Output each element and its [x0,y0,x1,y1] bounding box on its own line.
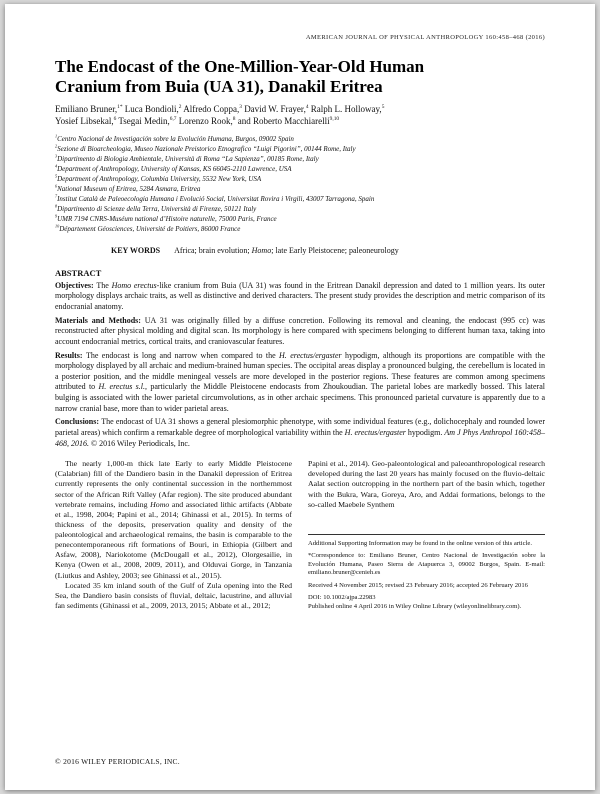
body-paragraph: Papini et al., 2014). Geo-paleontological and paleoanthropological research developed during the last 20 years has mainly focused on the fluvio-deltaic Aalat section outcropping in the northern part of the basin which, together with the Bukra, Wara, Goreya, Aro, and Addai formations, belongs to the so-called Maebele Synthem [308,459,545,509]
body-paragraph: The nearly 1,000-m thick late Early to early Middle Pleistocene (Calabrian) fill of the Dandiero basin in the Danakil depression of Eritrea currently represents the only continental succession in the northernmost sector of the African Rift Valley (Afar region). The site produced abundant vertebrate remains, including Homo and associated lithic artifacts (Abbate et al., 1998, 2004; Papini et al., 2014; Ghinassi et al., 2015). In terms of thickness of the deposits, preservation quality and density of the paleontological and archaeological remains, the basin is comparable to the penecontemporaneous rift formations of Bouri, in Ethiopia (Gilbert and Asfaw, 2008), Nariokotome (McDougall et al., 2012), Olorgesailie, in Kenya (Owen et al., 2008, 2009, 2011), and Olduvai Gorge, in Tanzania (Liutkus and Ashley, 2003; see Ghinassi et al., 2015). [55,459,292,580]
article-title-line-1: The Endocast of the One-Million-Year-Old Human [55,57,425,76]
affiliation-line: $^2$Sezione di Bioarcheologia, Museo Nazionale Preistorico Etnografico “Luigi Pigorini”, 00144 Rome, Italy [55,144,356,154]
affiliation-line: $^5$Department of Anthropology, Columbia University, 5532 New York, USA [55,173,262,184]
journal-header: AMERICAN JOURNAL OF PHYSICAL ANTHROPOLOGY 160:458–468 (2016) [305,34,545,41]
footnote-published-online: Published online 4 April 2016 in Wiley Online Library (wileyonlinelibrary.com). [308,602,522,610]
abstract-block [55,281,545,449]
copyright-footer: © 2016 WILEY PERIODICALS, INC. [55,757,180,766]
footnote-received-dates: Received 4 November 2015; revised 23 February 2016; accepted 26 February 2016 [308,581,528,589]
article-title [55,57,545,97]
author-line: Yosief Libsekal,$^6$ Tsegai Medin,$^{6,7}$ Lorenzo Rook,$^8$ and Roberto Macchiarelli$^{9,10}$ [55,115,340,126]
footnote-block [308,534,545,611]
abstract-objectives: Objectives: The Homo erectus-like cranium from Buia (UA 31) was found in the Eritrean Danakil depression and dated to 1 million years. Its outer morphology displays archaic traits, as well as distinctive and derived characters. The present study provides the description and metric comparison of its endocranial anatomy. [55,280,546,312]
abstract-materials-methods: Materials and Methods: UA 31 was originally filled by a diffuse concretion. Following its removal and cleaning, the endocast (995 cc) was reconstructed after physical molding and digital scan. Its morphology is here compared with specimens belonging to different human taxa, taking into account endocranial metrics, cortical traits, and craniovascular features. [55,315,546,346]
affiliation-list [55,135,545,234]
article-title-line-2: Cranium from Buia (UA 31), Danakil Eritrea [55,77,383,97]
keywords-label: KEY WORDS [111,245,161,255]
body-column-left [55,459,292,611]
affiliation-line: $^7$Institut Català de Paleoecologia Humana i Evolució Social, Universitat Rovira i Virgili, 43007 Tarragona, Spain [55,193,375,204]
footnote-doi: DOI: 10.1002/ajpa.22983 [308,594,376,602]
article-page [5,4,595,790]
affiliation-line: $^{10}$Département Géosciences, Université de Poitiers, 86000 France [55,223,241,233]
body-columns [55,459,545,611]
abstract-results: Results: The endocast is long and narrow when compared to the H. erectus/ergaster hypodigm, although its proportions are compatible with the morphology displayed by all archaic and medium-brained human species. The occipital areas display a pronounced bulging, the cerebellum is located in a posterior position, and the middle meningeal vessels are more developed in the posterior regions. These features are common among specimens attributed to H. erectus s.l., particularly the Middle Pleistocene endocasts from Zhoukoudian. The parietal lobes are markedly bossed. This lateral bulging is associated with the lower parietal circumvolutions, as in other archaic specimens. This pronounced parietal curvature is apparently due to a narrow cranial base, more than to wider parietal areas. [55,350,546,413]
keywords-text: Africa; brain evolution; Homo; late Early Pleistocene; paleoneurology [174,245,399,255]
abstract-heading: ABSTRACT [55,267,102,278]
affiliation-line: $^9$UMR 7194 CNRS-Muséum national d’Histoire naturelle, 75000 Paris, France [55,213,277,223]
abstract-conclusions: Conclusions: The endocast of UA 31 shows a general plesiomorphic phenotype, with some individual features (e.g., dolichocephaly and rounded lower parietal areas) which confirm a remarkable degree of morphological variability within the H. erectus/ergaster hypodigm. Am J Phys Anthropol 160:458–468, 2016. © 2016 Wiley Periodicals, Inc. [55,417,546,448]
author-list [55,104,545,127]
affiliation-line: $^1$Centro Nacional de Investigación sobre la Evolución Humana, Burgos, 09002 Spain [55,134,294,144]
affiliation-line: $^3$Dipartimento di Biologia Ambientale, Università di Roma “La Sapienza”, 00185 Rome, Italy [55,154,319,164]
affiliation-line: $^8$Dipartimento di Scienze della Terra, Università di Firenze, 50121 Italy [55,203,257,214]
author-line: Emiliano Bruner,$^{1*}$ Luca Bondioli,$^2$ Alfredo Coppa,$^3$ David W. Frayer,$^4$ Ralph L. Holloway,$^5$ [55,104,385,115]
keywords-line [55,246,545,255]
footnote-correspondence: *Correspondence to: Emiliano Bruner, Centro Nacional de Investigación sobre la Evolución Humana, Paseo Sierra de Atapuerca 3, 09002 Burgos, Spain. E-mail: emiliano.bruner@cenieh.es [308,552,545,577]
affiliation-line: $^6$National Museum of Eritrea, 5284 Asmara, Eritrea [55,183,201,194]
footnote-supporting-info: Additional Supporting Information may be found in the online version of this article. [308,540,532,548]
affiliation-line: $^4$Department of Anthropology, University of Kansas, KS 66045-2110 Lawrence, USA [55,163,292,174]
body-paragraph: Located 35 km inland south of the Gulf of Zula opening into the Red Sea, the Dandiero basin consists of fluvial, deltaic, lacustrine, and alluvial fan sediments (Ghinassi et al., 2009, 2013, 2015; Abbate et al., 2012; [55,580,292,610]
body-column-right [308,459,545,611]
